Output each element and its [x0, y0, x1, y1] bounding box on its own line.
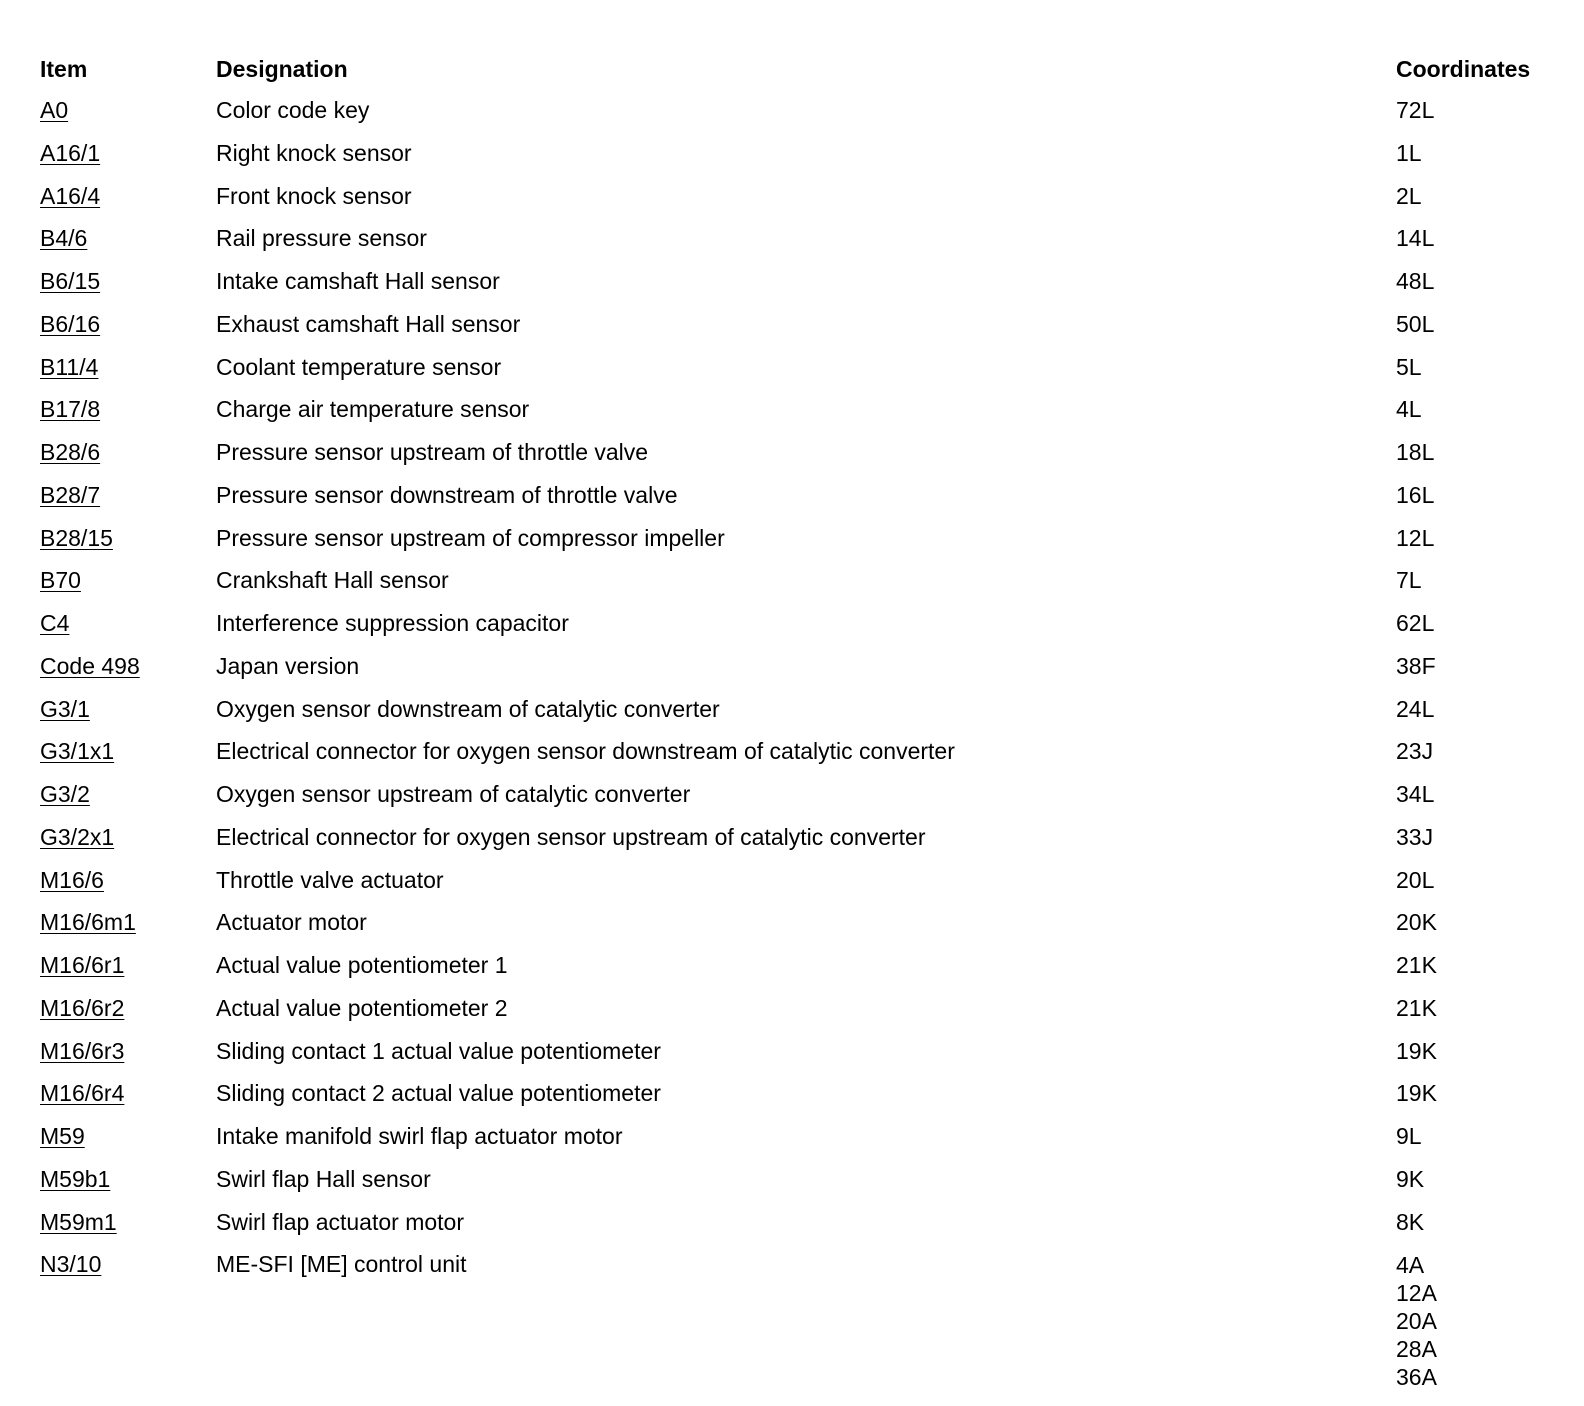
coordinates-cell: 21K: [1396, 994, 1437, 1021]
item-link[interactable]: M16/6r1: [40, 952, 125, 978]
designation-cell: Electrical connector for oxygen sensor downstream of catalytic converter: [216, 738, 955, 765]
designation-cell: Throttle valve actuator: [216, 866, 444, 893]
designation-cell: Actual value potentiometer 2: [216, 994, 508, 1021]
table-row: [0, 781, 1584, 824]
designation-cell: Actuator motor: [216, 909, 367, 936]
item-link[interactable]: M16/6r3: [40, 1037, 125, 1064]
item-link[interactable]: G3/1x1: [40, 738, 115, 765]
coordinates-cell: 14L: [1396, 225, 1435, 252]
designation-cell: Oxygen sensor downstream of catalytic converter: [216, 695, 720, 722]
coordinates-cell: 23J: [1396, 738, 1434, 765]
item-link[interactable]: B6/16: [40, 310, 101, 337]
legend-table-body: [0, 97, 1584, 1391]
table-row: [0, 952, 1584, 995]
table-row: [0, 653, 1584, 696]
item-cell: [40, 909, 136, 935]
coordinates-cell: 34L: [1396, 781, 1435, 807]
table-row: [0, 525, 1584, 568]
coordinates-cell: 50L: [1396, 310, 1435, 337]
table-row: [0, 311, 1584, 354]
header-item: Item: [40, 56, 88, 82]
coordinates-cell: 72L: [1396, 97, 1435, 123]
designation-cell: Front knock sensor: [216, 182, 412, 209]
designation-cell: Rail pressure sensor: [216, 225, 427, 252]
item-link[interactable]: G3/2: [40, 781, 90, 807]
coordinates-cell: 38F: [1396, 652, 1436, 679]
item-cell: [40, 97, 68, 123]
coordinate-value: 20A: [1396, 1308, 1437, 1335]
coordinates-cell: 16L: [1396, 481, 1435, 508]
table-row: [0, 354, 1584, 397]
designation-cell: Swirl flap Hall sensor: [216, 1165, 431, 1192]
item-cell: [40, 225, 87, 251]
coordinates-cell: 62L: [1396, 610, 1435, 636]
item-cell: [40, 439, 100, 465]
coordinates-cell: 19K: [1396, 1037, 1437, 1064]
table-row: [0, 1166, 1584, 1209]
item-link[interactable]: B6/15: [40, 268, 101, 294]
item-cell: [40, 1038, 124, 1064]
item-cell: [40, 482, 100, 508]
item-link[interactable]: A0: [40, 97, 69, 123]
designation-cell: Electrical connector for oxygen sensor upstream of catalytic converter: [216, 823, 926, 850]
item-link[interactable]: M16/6r2: [40, 994, 125, 1021]
designation-cell: Right knock sensor: [216, 139, 412, 166]
coordinates-cell: 33J: [1396, 823, 1434, 850]
item-cell: [40, 867, 104, 893]
designation-cell: Japan version: [216, 652, 360, 679]
table-row: [0, 1038, 1584, 1081]
coordinates-cell: 48L: [1396, 268, 1435, 294]
designation-cell: Swirl flap actuator motor: [216, 1208, 464, 1235]
coordinates-cell: 9L: [1396, 1123, 1422, 1149]
item-cell: [40, 396, 100, 422]
item-cell: [40, 1080, 124, 1106]
item-link[interactable]: N3/10: [40, 1251, 102, 1278]
coordinate-value: 4A: [1396, 1252, 1425, 1279]
item-cell: [40, 567, 81, 593]
item-cell: [40, 824, 114, 850]
coordinates-cell: 21K: [1396, 952, 1437, 978]
table-row: [0, 183, 1584, 226]
table-row: [0, 1209, 1584, 1252]
table-row: [0, 610, 1584, 653]
header-designation: Designation: [216, 56, 348, 82]
table-row: [0, 439, 1584, 482]
item-link[interactable]: B28/6: [40, 439, 101, 465]
table-row: [0, 995, 1584, 1038]
item-cell: [40, 354, 98, 380]
coordinates-cell: 2L: [1396, 182, 1422, 209]
coordinates-cell: 1L: [1396, 139, 1422, 166]
table-row: [0, 97, 1584, 140]
designation-cell: Intake manifold swirl flap actuator motor: [216, 1123, 623, 1149]
item-link[interactable]: B17/8: [40, 396, 101, 423]
item-link[interactable]: Code 498: [40, 652, 140, 679]
coordinates-cell: 20K: [1396, 909, 1437, 936]
item-cell: [40, 140, 100, 166]
coordinates-cell: 18L: [1396, 439, 1435, 465]
table-row: [0, 268, 1584, 311]
coordinates-cell: 19K: [1396, 1080, 1437, 1107]
coordinate-value: 28A: [1396, 1336, 1437, 1363]
item-cell: [40, 311, 100, 337]
coordinates-cell: 7L: [1396, 567, 1422, 594]
designation-cell: Sliding contact 1 actual value potentiometer: [216, 1037, 661, 1064]
item-cell: [40, 952, 124, 978]
table-row: [0, 824, 1584, 867]
item-link[interactable]: B70: [40, 567, 81, 594]
item-cell: [40, 653, 140, 679]
item-link[interactable]: B28/7: [40, 481, 101, 508]
item-link[interactable]: M16/6r4: [40, 1080, 125, 1107]
table-row: [0, 396, 1584, 439]
table-row: [0, 696, 1584, 739]
item-link[interactable]: B4/6: [40, 225, 88, 252]
designation-cell: Coolant temperature sensor: [216, 353, 502, 380]
designation-cell: Charge air temperature sensor: [216, 396, 530, 423]
item-cell: [40, 1251, 101, 1277]
coordinates-cell: 8K: [1396, 1208, 1425, 1235]
coordinate-value: 36A: [1396, 1364, 1437, 1391]
table-row: [0, 909, 1584, 952]
designation-cell: Oxygen sensor upstream of catalytic converter: [216, 781, 691, 807]
designation-cell: Actual value potentiometer 1: [216, 952, 508, 978]
item-link[interactable]: M16/6m1: [40, 909, 136, 936]
item-link[interactable]: G3/1: [40, 695, 90, 722]
item-cell: [40, 268, 100, 294]
coordinates-cell: 24L: [1396, 695, 1435, 722]
item-cell: [40, 1209, 117, 1235]
item-cell: [40, 525, 113, 551]
header-coordinates: Coordinates: [1396, 56, 1531, 82]
table-row: [0, 1123, 1584, 1166]
item-link[interactable]: B11/4: [40, 353, 99, 380]
coordinates-cell: 9K: [1396, 1165, 1425, 1192]
table-row: [0, 867, 1584, 910]
designation-cell: Intake camshaft Hall sensor: [216, 268, 500, 294]
item-cell: [40, 610, 69, 636]
item-link[interactable]: B28/15: [40, 524, 113, 551]
designation-cell: Pressure sensor upstream of compressor impeller: [216, 524, 725, 551]
item-link[interactable]: A16/1: [40, 139, 101, 166]
item-cell: [40, 738, 114, 764]
table-row: [0, 1080, 1584, 1123]
item-link[interactable]: C4: [40, 610, 70, 636]
item-cell: [40, 1123, 85, 1149]
coordinates-cell: [1396, 1251, 1437, 1391]
item-cell: [40, 1166, 110, 1192]
coordinates-cell: 12L: [1396, 524, 1435, 551]
designation-cell: Pressure sensor upstream of throttle valve: [216, 439, 649, 465]
item-link[interactable]: M59b1: [40, 1165, 111, 1192]
designation-cell: Sliding contact 2 actual value potentiometer: [216, 1080, 661, 1107]
item-link[interactable]: M59: [40, 1123, 85, 1149]
coordinates-cell: 20L: [1396, 866, 1435, 893]
designation-cell: Pressure sensor downstream of throttle valve: [216, 481, 678, 508]
item-link[interactable]: M59m1: [40, 1208, 117, 1235]
item-link[interactable]: G3/2x1: [40, 823, 115, 850]
designation-cell: Color code key: [216, 97, 370, 123]
designation-cell: ME-SFI [ME] control unit: [216, 1251, 467, 1278]
item-cell: [40, 995, 124, 1021]
item-link[interactable]: M16/6: [40, 866, 104, 893]
table-row: [0, 225, 1584, 268]
designation-cell: Exhaust camshaft Hall sensor: [216, 310, 521, 337]
item-link[interactable]: A16/4: [40, 182, 101, 209]
designation-cell: Crankshaft Hall sensor: [216, 567, 449, 594]
item-cell: [40, 781, 90, 807]
table-row: [0, 567, 1584, 610]
table-row: [0, 738, 1584, 781]
coordinates-cell: 5L: [1396, 353, 1422, 380]
table-row: [0, 140, 1584, 183]
coordinate-value: 12A: [1396, 1280, 1437, 1307]
table-row: [0, 482, 1584, 525]
coordinates-cell: 4L: [1396, 396, 1422, 423]
designation-cell: Interference suppression capacitor: [216, 610, 569, 636]
item-cell: [40, 696, 90, 722]
item-cell: [40, 183, 100, 209]
